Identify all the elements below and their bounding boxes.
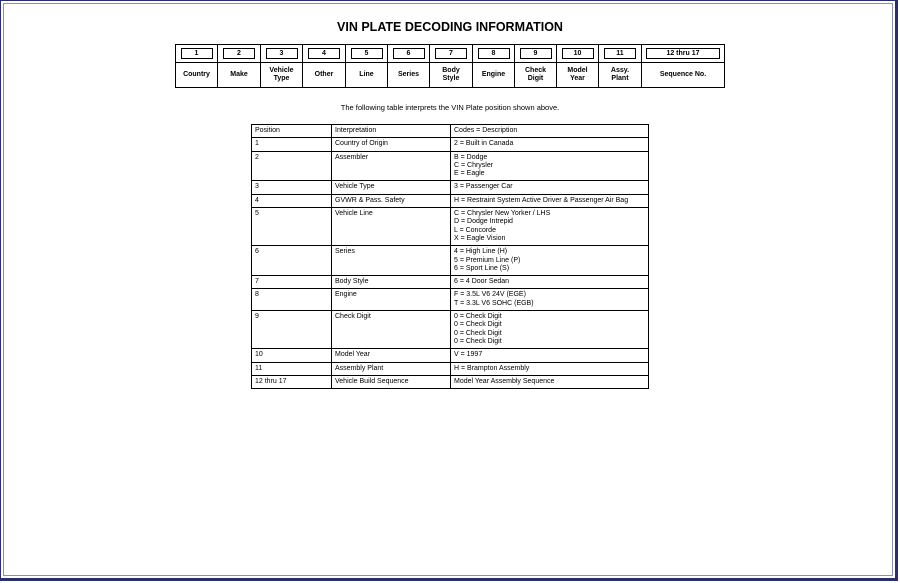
vin-position-number: 3 xyxy=(266,48,298,59)
position-cell: 3 xyxy=(252,181,332,194)
vin-position-number-cell xyxy=(218,45,260,63)
page-title: VIN PLATE DECODING INFORMATION xyxy=(337,20,563,34)
vin-position-label-line: Body xyxy=(442,67,460,74)
vin-position-number: 9 xyxy=(520,48,552,59)
code-line: X = Eagle Vision xyxy=(454,234,506,242)
interpretation-cell: GVWR & Pass. Safety xyxy=(332,194,451,207)
codes-cell xyxy=(451,375,649,388)
vin-position-number-cell xyxy=(430,45,472,63)
table-row xyxy=(252,362,649,375)
code-line: 0 = Check Digit xyxy=(454,329,502,337)
vin-position-number: 7 xyxy=(435,48,467,59)
vin-position-label-line: Check xyxy=(524,67,546,74)
vin-position-label-line: Type xyxy=(273,75,290,82)
codes-cell xyxy=(451,276,649,289)
interpretation-cell: Assembler xyxy=(332,151,451,181)
vin-position-label xyxy=(642,63,724,87)
vin-position-label-line: Assy. xyxy=(610,67,630,74)
interpretation-cell: Model Year xyxy=(332,349,451,362)
interpretation-cell: Vehicle Line xyxy=(332,208,451,246)
interpretation-cell: Engine xyxy=(332,289,451,311)
table-row xyxy=(252,208,649,246)
vin-position-column xyxy=(388,45,430,87)
vin-position-number: 12 thru 17 xyxy=(646,48,720,59)
code-line: C = Chrysler New Yorker / LHS xyxy=(454,210,551,218)
table-row xyxy=(252,151,649,181)
code-line: 5 = Premium Line (P) xyxy=(454,256,521,264)
code-line: E = Eagle xyxy=(454,170,485,178)
table-row xyxy=(252,246,649,276)
vin-position-number-cell xyxy=(599,45,641,63)
table-row xyxy=(252,349,649,362)
position-cell: 1 xyxy=(252,138,332,151)
code-line: 6 = 4 Door Sedan xyxy=(454,278,510,286)
vin-position-column xyxy=(642,45,724,87)
vin-position-number: 10 xyxy=(562,48,594,59)
code-line: Model Year Assembly Sequence xyxy=(454,377,555,385)
vin-position-column xyxy=(599,45,642,87)
codes-cell xyxy=(451,362,649,375)
codes-cell xyxy=(451,208,649,246)
code-line: H = Brampton Assembly xyxy=(454,364,530,372)
vin-position-label-line: Year xyxy=(570,75,585,82)
code-line: 0 = Check Digit xyxy=(454,321,502,329)
vin-position-label xyxy=(515,63,556,87)
codes-cell xyxy=(451,138,649,151)
vin-position-number: 1 xyxy=(181,48,213,59)
table-row xyxy=(252,194,649,207)
position-cell: 11 xyxy=(252,362,332,375)
position-cell: 4 xyxy=(252,194,332,207)
position-cell: 9 xyxy=(252,311,332,349)
vin-position-column xyxy=(473,45,515,87)
interpretation-cell: Check Digit xyxy=(332,311,451,349)
vin-position-label-line: Plant xyxy=(611,75,629,82)
table-caption: The following table interprets the VIN Plate position shown above. xyxy=(340,103,560,112)
codes-cell xyxy=(451,194,649,207)
vin-position-number: 11 xyxy=(604,48,636,59)
table-header-row xyxy=(252,125,649,138)
vin-position-column xyxy=(303,45,346,87)
code-line: 2 = Built in Canada xyxy=(454,140,514,148)
vin-position-label-line: Engine xyxy=(481,71,506,78)
code-line: T = 3.3L V6 SOHC (EGB) xyxy=(454,299,534,307)
column-header-position: Position xyxy=(252,125,332,138)
vin-position-column xyxy=(430,45,473,87)
codes-cell xyxy=(451,181,649,194)
vin-position-number: 6 xyxy=(393,48,425,59)
vin-position-label xyxy=(557,63,598,87)
vin-position-label-line: Style xyxy=(442,75,460,82)
vin-position-diagram xyxy=(175,44,725,88)
table-row xyxy=(252,311,649,349)
code-line: 4 = High Line (H) xyxy=(454,248,508,256)
codes-cell xyxy=(451,289,649,311)
interpretation-cell: Vehicle Build Sequence xyxy=(332,375,451,388)
vin-position-number-cell xyxy=(346,45,387,63)
interpretation-cell: Body Style xyxy=(332,276,451,289)
vin-position-number-cell xyxy=(473,45,514,63)
code-line: V = 1997 xyxy=(454,351,483,359)
vin-position-label xyxy=(473,63,514,87)
vin-position-label-line: Country xyxy=(183,71,210,78)
vin-position-label-line: Other xyxy=(314,71,334,78)
vin-position-label-line: Make xyxy=(230,71,248,78)
code-line: F = 3.5L V6 24V (EGE) xyxy=(454,291,526,299)
interpretation-cell: Vehicle Type xyxy=(332,181,451,194)
vin-position-column xyxy=(557,45,599,87)
vin-position-number: 4 xyxy=(308,48,340,59)
vin-position-label-line: Model xyxy=(567,67,588,74)
table-row xyxy=(252,276,649,289)
position-cell: 10 xyxy=(252,349,332,362)
vin-position-number-cell xyxy=(176,45,217,63)
code-line: D = Dodge Intrepid xyxy=(454,218,513,226)
vin-position-label-line: Sequence No. xyxy=(659,71,707,78)
vin-position-number-cell xyxy=(261,45,302,63)
code-line: 3 = Passenger Car xyxy=(454,183,513,191)
position-cell: 5 xyxy=(252,208,332,246)
codes-cell xyxy=(451,311,649,349)
position-cell: 12 thru 17 xyxy=(252,375,332,388)
table-row xyxy=(252,289,649,311)
codes-cell xyxy=(451,246,649,276)
code-line: B = Dodge xyxy=(454,153,488,161)
table-row xyxy=(252,375,649,388)
vin-position-number: 5 xyxy=(351,48,383,59)
vin-position-label xyxy=(303,63,345,87)
vin-position-label-line: Digit xyxy=(527,75,544,82)
codes-cell xyxy=(451,151,649,181)
vin-position-label-line: Line xyxy=(359,71,374,78)
vin-position-label xyxy=(346,63,387,87)
vin-position-label xyxy=(430,63,472,87)
code-line: 0 = Check Digit xyxy=(454,313,502,321)
vin-position-column xyxy=(218,45,261,87)
vin-position-label xyxy=(388,63,429,87)
position-cell: 2 xyxy=(252,151,332,181)
interpretation-cell: Assembly Plant xyxy=(332,362,451,375)
vin-position-number-cell xyxy=(557,45,598,63)
table-row xyxy=(252,138,649,151)
vin-position-column xyxy=(346,45,388,87)
vin-position-column xyxy=(515,45,557,87)
table-row xyxy=(252,181,649,194)
position-cell: 7 xyxy=(252,276,332,289)
code-line: L = Concorde xyxy=(454,226,496,234)
vin-position-number-cell xyxy=(303,45,345,63)
vin-position-label xyxy=(218,63,260,87)
vin-position-label-line: Series xyxy=(397,71,420,78)
interpretation-cell: Country of Origin xyxy=(332,138,451,151)
code-line: 0 = Check Digit xyxy=(454,337,502,345)
vin-position-column xyxy=(176,45,218,87)
column-header-codes: Codes = Description xyxy=(451,125,649,138)
code-line: 6 = Sport Line (S) xyxy=(454,264,510,272)
codes-cell xyxy=(451,349,649,362)
vin-position-number: 2 xyxy=(223,48,255,59)
interpretation-cell: Series xyxy=(332,246,451,276)
vin-position-label-line: Vehicle xyxy=(269,67,294,74)
code-line: C = Chrysler xyxy=(454,161,494,169)
position-cell: 8 xyxy=(252,289,332,311)
vin-position-number-cell xyxy=(515,45,556,63)
vin-position-number-cell xyxy=(388,45,429,63)
vin-position-label xyxy=(261,63,302,87)
vin-position-label xyxy=(176,63,217,87)
vin-position-number: 8 xyxy=(478,48,510,59)
position-cell: 6 xyxy=(252,246,332,276)
code-line: H = Restraint System Active Driver & Passenger Air Bag xyxy=(454,196,629,204)
column-header-interpretation: Interpretation xyxy=(332,125,451,138)
vin-position-label xyxy=(599,63,641,87)
vin-position-column xyxy=(261,45,303,87)
vin-decode-table xyxy=(251,124,649,389)
vin-position-number-cell xyxy=(642,45,724,63)
